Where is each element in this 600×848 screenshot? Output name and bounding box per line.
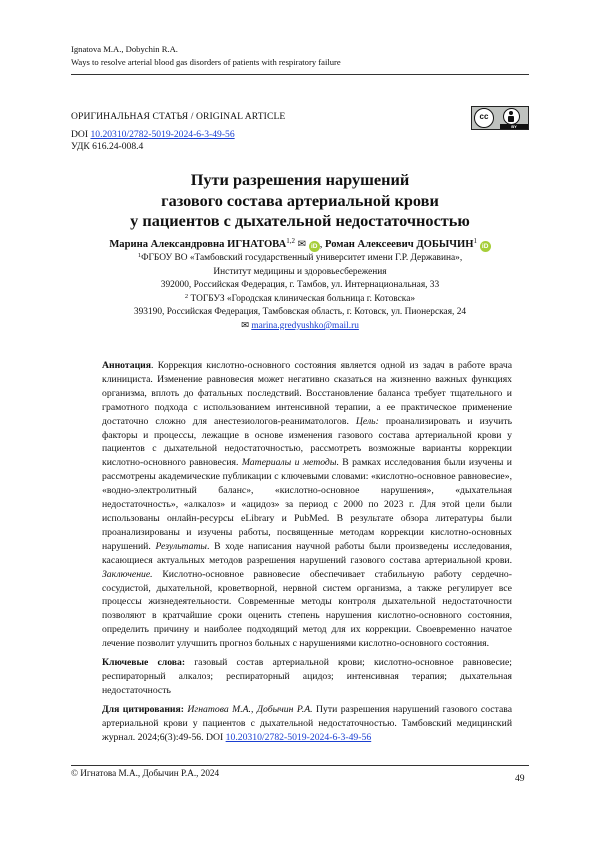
author-2-name: Роман Алексеевич ДОБЫЧИН [325,239,474,250]
citation-label: Для цитирования: [102,703,184,715]
affiliation-2-address: 393190, Российская Федерация, Тамбовская область, г. Котовск, ул. Пионерская, 24 [133,307,467,318]
footer-divider [71,765,529,766]
header-divider [71,74,529,75]
citation-authors: Игнатова М.А., Добычин Р.А. [183,703,313,715]
author-list [71,238,529,252]
email-line [71,320,529,334]
attribution-person-icon [503,108,520,125]
aim-label: Цель: [355,415,379,427]
cc-by-license-badge[interactable] [471,106,529,130]
author-2-affiliation-ref: 1 [473,237,478,245]
affiliation-2-line-1: $^2$ ТОГБУЗ «Городская клиническая больница г. Котовска» [184,292,416,304]
affiliations [71,252,529,334]
results-label: Результаты [155,540,207,552]
title-line-3: у пациентов с дыхательной недостаточностью [130,211,470,230]
orcid-icon-author-1[interactable]: iD [309,241,320,252]
affiliation-2-marker: 2 [184,292,189,300]
title-line-2: газового состава артериальной крови [161,190,439,210]
doi-line [71,129,235,142]
citation-paragraph: Для цитирования: Игнатова М.А., Добычин Р.А. Пути разрешения нарушений газового состава артериальной крови у пациентов с дыхательной недостаточностью. Тамбовский медицинский журнал. 2024;6(3):49-56. DOI 10.20310/2782-5019-2024-6-3-49-56 [102,703,512,743]
running-head [71,43,341,68]
running-head-title: Ways to resolve arterial blood gas disorders of patients with respiratory failure [71,56,341,67]
article-title [71,170,529,232]
creative-commons-icon: cc [474,108,494,128]
email-envelope-icon: ✉ [241,320,249,331]
correspondence-envelope-icon[interactable]: ✉ [297,239,307,250]
keywords-paragraph: Ключевые слова: газовый состав артериальной крови; кислотно-основное равновесие; респираторный алкалоз; респираторный ацидоз; интенсивная терапия; дыхательная недостаточность [102,657,512,696]
abstract-paragraph: Аннотация. Коррекция кислотно-основного состояния является одной из задач в работе врача клинициста. Изменение равновесия может негативно сказаться на жизненно важных функциях организма, вплоть до фатальных последствий. Восстановление баланса требует тщательного и грамотного подхода с использованием интенсивной терапии, а ее практическое применение достаточно сложно для анестезиологов-реаниматологов. Цель: проанализировать и изучить факторы и процессы, лежащие в основе изменения газового состава артериальной крови у пациентов с дыхательной недостаточностью, рассмотреть возможные варианты коррекции кислотно-основного равновесия. Материалы и методы. В рамках исследования были изучены и рассмотрены академические публикации с ключевыми словами: «кислотно-основное равновесие», «водно-электролитный баланс», «кислотно-основное нарушения», «дыхательная недостаточность», «алкалоз» и «ацидоз» за период с 2000 по 2023 г. Для этой цели были использованы онлайн-ресурсы eLibrary и PubMed. В результате обзора литературы были проанализированы и изучены работы, посвященные методам коррекции кислотно-основных нарушений. Результаты. В ходе написания научной работы были произведены исследования, касающиеся актуальных методов разрешения нарушений газового состава артериальной крови. Заключение. Кислотно-основное равновесие обеспечивает стабильную работу сердечно-сосудистой, дыхательной, кроветворной, нервной систем организма, а также регулирует все процессы жизнедеятельности. Современные методы контроля дыхательной недостаточности позволяют в кратчайшие сроки оценить степень нарушения кислотно-основного состояния, определить причину и наиболее подходящий метод для их коррекции. Своевременно начатое лечение позволит улучшить прогноз больных с нарушениями кислотно-основного состояния. [102,360,512,650]
doi-link[interactable]: 10.20310/2782-5019-2024-6-3-49-56 [90,129,235,140]
affiliation-1-line-2: Институт медицины и здоровьесбережения [213,266,387,277]
license-by-label: BY [500,124,528,129]
affiliation-1-line-1: $^1$ФГБОУ ВО «Тамбовский государственный университет имени Г.Р. Державина», [137,252,463,263]
article-type: ОРИГИНАЛЬНАЯ СТАТЬЯ / ORIGINAL ARTICLE [71,111,286,122]
methods-label: Материалы и методы [241,457,337,469]
abstract-block [102,359,512,744]
affiliation-1-address: 392000, Российская Федерация, г. Тамбов, ул. Интернациональная, 33 [160,280,440,291]
citation-doi-link[interactable]: 10.20310/2782-5019-2024-6-3-49-56 [225,731,372,743]
email-link[interactable]: marina.gredyushko@mail.ru [251,320,359,331]
affiliation-1-marker: 1 [137,252,142,259]
author-separator: , [319,239,323,250]
author-1-affiliation-ref: 1,2 [286,237,295,245]
page-number: 49 [515,773,525,784]
abstract-label: Аннотация [102,360,152,371]
udk-code: УДК 616.24-008.4 [71,141,144,152]
conclusion-label: Заключение. [102,568,153,580]
doi-label: DOI [71,129,89,140]
orcid-icon-author-2[interactable]: iD [480,241,491,252]
running-head-authors: Ignatova M.A., Dobychin R.A. [71,44,178,54]
copyright-notice: © Игнатова М.А., Добычин Р.А., 2024 [71,768,220,778]
author-1-name: Марина Александровна ИГНАТОВА [109,239,287,250]
keywords-label: Ключевые слова: [102,657,186,669]
title-line-1: Пути разрешения нарушений [190,170,410,189]
